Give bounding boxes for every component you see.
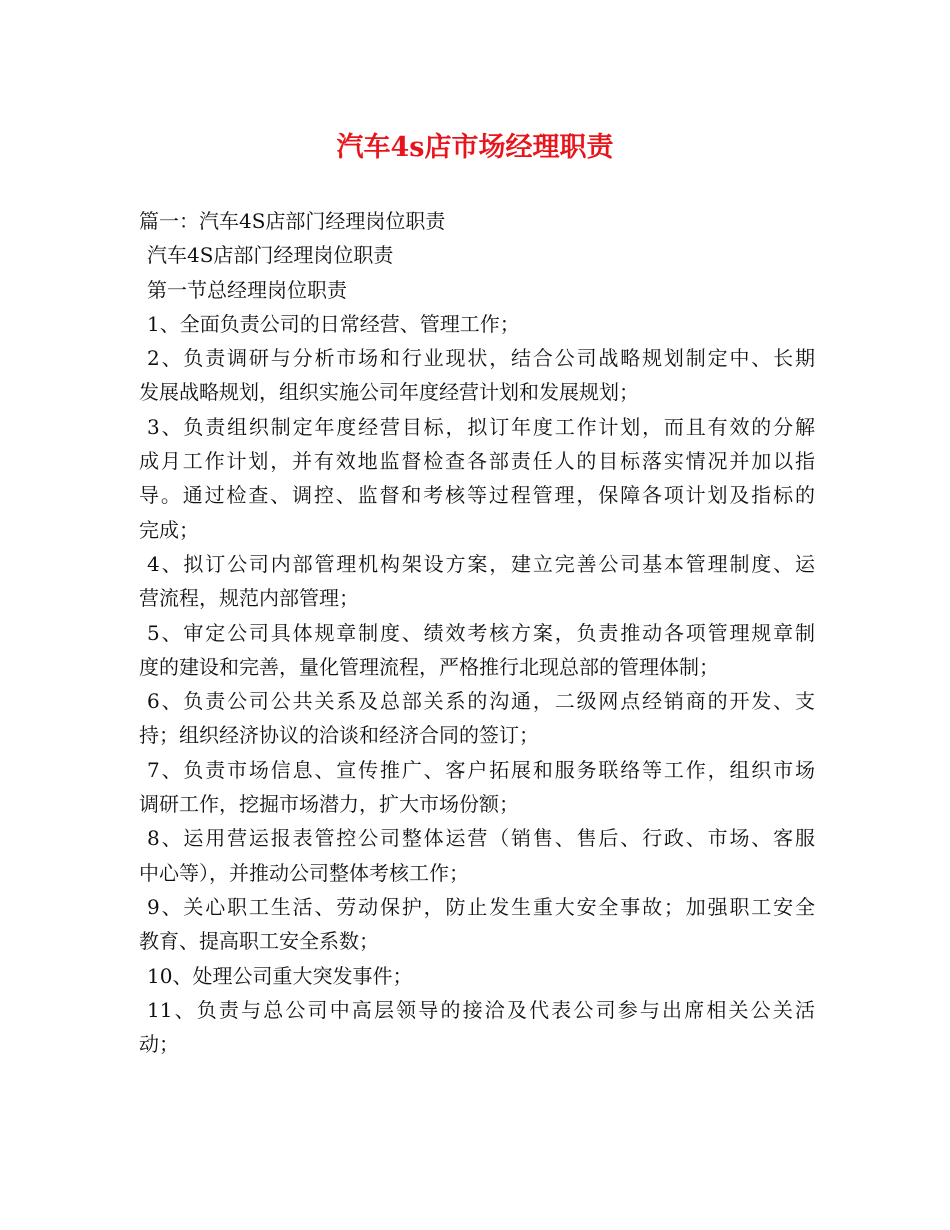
body-line: 4、拟订公司内部管理机构架设方案，建立完善公司基本管理制度、运 [147,551,815,576]
body-line: 持；组织经济协议的洽谈和经济合同的签订； [139,723,539,748]
body-line: 5、审定公司具体规章制度、绩效考核方案，负责推动各项管理规章制 [147,620,815,645]
chapter-heading: 第一节总经理岗位职责 [147,277,347,302]
section-label: 篇一：汽车4S店部门经理岗位职责 [139,209,446,233]
body-line: 动； [139,1032,179,1057]
body-line: 调研工作，挖掘市场潜力，扩大市场份额； [139,792,519,817]
body-line: 10、处理公司重大突发事件； [147,963,413,988]
body-line: 中心等），并推动公司整体考核工作； [139,860,469,885]
body-line: 教育、提高职工安全系数； [139,929,379,954]
section-subtitle: 汽车4S店部门经理岗位职责 [147,243,394,268]
body-line: 导。通过检查、调控、监督和考核等过程管理，保障各项计划及指标的 [139,483,815,508]
body-line: 1、全面负责公司的日常经营、管理工作； [147,311,520,336]
body-line: 发展战略规划，组织实施公司年度经营计划和发展规划； [139,380,639,405]
body-line: 成月工作计划，并有效地监督检查各部责任人的目标落实情况并加以指 [139,449,815,474]
body-line: 度的建设和完善，量化管理流程，严格推行北现总部的管理体制； [139,654,719,679]
body-line: 营流程，规范内部管理； [139,586,359,611]
document-title: 汽车4s店市场经理职责 [336,132,614,163]
body-line: 3、负责组织制定年度经营目标，拟订年度工作计划，而且有效的分解 [147,414,815,439]
body-line: 9、关心职工生活、劳动保护，防止发生重大安全事故；加强职工安全 [147,894,815,919]
body-line: 6、负责公司公共关系及总部关系的沟通，二级网点经销商的开发、支 [147,689,815,714]
body-line: 完成； [139,517,199,542]
body-line: 11、负责与总公司中高层领导的接洽及代表公司参与出席相关公关活 [147,997,815,1022]
body-line: 7、负责市场信息、宣传推广、客户拓展和服务联络等工作，组织市场 [147,757,815,782]
body-line: 8、运用营运报表管控公司整体运营（销售、售后、行政、市场、客服 [147,826,815,851]
document-body [139,204,815,1061]
body-line: 2、负责调研与分析市场和行业现状，结合公司战略规划制定中、长期 [147,346,815,371]
